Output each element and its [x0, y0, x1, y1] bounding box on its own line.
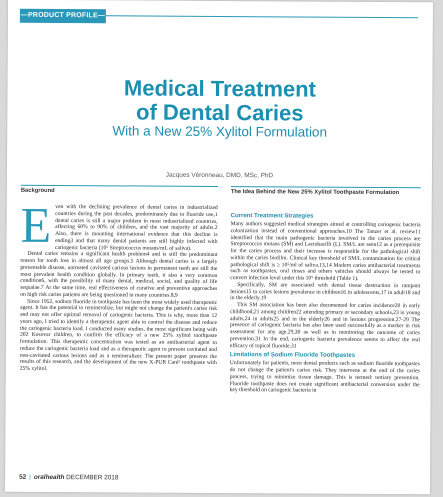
footer-separator: | — [29, 473, 31, 481]
right-column-body — [229, 213, 421, 474]
article-subtitle: With a New 25% Xylitol Formulation — [112, 123, 328, 140]
article-title-line2: of Dental Caries — [135, 99, 304, 126]
issue-date: DECEMBER 2018 — [66, 474, 119, 482]
product-profile-banner: —PRODUCT PROFILE— — [20, 9, 106, 24]
paragraph: This SM association has been also documented for caries incidence20 in early childhood,21 among children22 attending primary or secondary schools,23 in young adults,24 in adults25 and in the elderly26 and in lesions progression.27-29 The presence of cariogenic bacteria has also been used successfully as a marker in risk assessment for any age.29,30 as well as in monitoring the outcome of caries prevention.31 In the end, cariogenic bacteria prevalence seems to affect the real efficacy of topical fluoride.31 — [229, 302, 421, 349]
paragraph: Since 1952, sodium fluoride in toothpaste has been the most widely used therapeutic agent. It has the potential to remineralize, but might not change the patient's caries risk and may not offer optimal removal of cariogenic bacteria. This is why, more than 12 years ago, I tried to identify a therapeutic agent able to control the disease and reduce the cariogenic bacteria load. I conducted many studies, the most significant being with 202 Kosovar children, to confirm the efficacy of a new 25% xylitol toothpaste formulation. This therapeutic concentration was tested as an antibacterial agent to reduce the cariogenic bacteria load and as a therapeutic agent to prevent cavitated and non-cavitated carious lesions and as a remineralizer. The present paper presents the results of this research, and the development of the new X-PUR Caré⁵ toothpaste with 25% xylitol. — [19, 298, 218, 372]
page-number: 52 — [19, 473, 27, 481]
paragraph: Specifically, SM are associated with dental tissue destruction in rampant lesions15 to caries lesions prevalence in children16 in adolescents,17 in adult18 and in the elderly.19 — [230, 281, 421, 302]
author-byline: Jacques Véronneau, DMD, MSc, PhD — [165, 171, 274, 180]
banner-rule — [106, 15, 418, 18]
current-strategies-heading: Current Treatment Strategies — [230, 213, 314, 220]
paragraph: Unfortunately for patients, most dental products such as sodium fluoride toothpastes do not change the patient's caries risk. They intervene at the end of the caries process, trying to minimize tissue damage. This is termed: tertiary prevention. Fluoride toothpaste does not create significant antibacterial conversion under the key threshold on cariogenic bacteria in — [229, 360, 420, 394]
paragraph: Many authors suggested medical strategies aimed at controlling cariogenic bacteria colonization instead of conventional approaches.10 The Tanzer et al. review11 identified that the main pathogenic bacteria involved in the caries process are Streptococcus mutans (SM) and Lactobacilli (L). SM/L are seen12 as a prerequisite for the caries process and their increase is responsible for the pathological shift within the caries biofilm. Clinical key threshold of SM/L contamination for critical pathological shift is ≥ 10⁵/ml of saliva.13,14 Modern caries antibacterial treatments such as toothpastes, oral rinses and others vehicles should always be tested to convert infection level under this 10⁵ threshold (Table 1). — [230, 221, 421, 282]
right-column-rule — [231, 186, 421, 188]
drop-cap: E — [20, 196, 52, 253]
magazine-page — [5, 0, 433, 494]
paragraph: Dental caries remains a significant health problem4 and is still the predominant reason for tooth loss in almost all age groups.5 Although dental caries is a largely preventable disease, untreated cavitated carious lesions in permanent teeth are still the most prevalent health condition globally. In primary teeth, it also a very common condition6, with the possibility of many dental, medical, social, and quality of life sequalae.7 At the same time, real effectiveness of curative and preventive approaches on high risk caries patients are being questioned in many countries.8,9 — [20, 251, 218, 299]
background-heading: Background — [20, 187, 55, 194]
limitations-heading: Limitations of Sodium Fluoride Toothpastes — [229, 352, 356, 360]
left-column-rule — [21, 185, 218, 187]
page-footer — [19, 474, 118, 483]
article-title-line1: Medical Treatment — [123, 75, 317, 102]
publication-name: oralhealth — [33, 473, 65, 482]
paragraph-text: ven with the declining prevalence of dental caries in industrialized countries during the past decades, predominately due to fluoride use,1 dental caries is still a major problem in most industrialized countries, affecting 60% to 90% of children, and the vast majority of adults.2 Also, there is mounting international evidence that this decline is ending3 and that many dental patients are still highly infected with cariogenic bacteria (10⁵ Streptococcus mutans/mL of saliva). — [55, 203, 218, 252]
idea-heading: The Idea Behind the New 25% Xylitol Toothpaste Formulation — [230, 189, 400, 197]
left-column-body — [19, 196, 218, 471]
paragraph — [20, 196, 218, 253]
